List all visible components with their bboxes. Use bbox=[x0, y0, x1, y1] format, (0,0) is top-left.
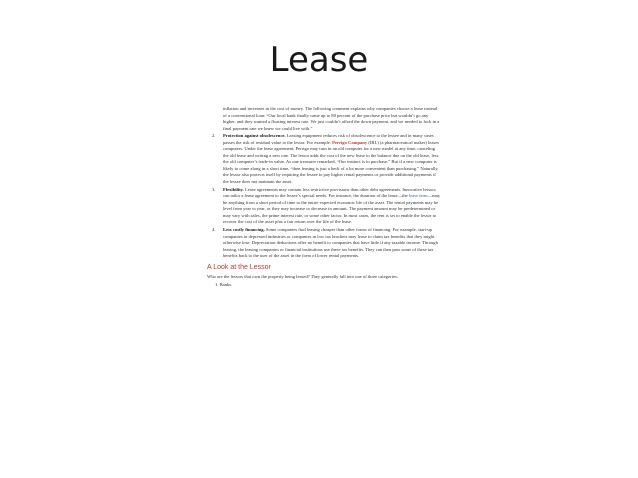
list-term: Less costly financing. bbox=[223, 227, 265, 232]
list-number: 4. bbox=[212, 227, 216, 232]
list-term: Protection against obsolescence. bbox=[223, 133, 286, 138]
list-item-flexibility bbox=[207, 187, 441, 226]
list-number: 2. bbox=[212, 133, 216, 138]
section-intro: Who are the lessors that own the property being leased? They generally fall into one of three categories: bbox=[207, 273, 399, 279]
list-text: —may be anything from a short period of time to the entire expected economic life of the asset. The rental payments may be level from year to year, or they may increase or decrease in amount. The payment amount may be predetermined or may vary with sales, the prime interest rate, or some other factor. In most cases, the rent is set to enable the lessor to recover the cost of the asset plus a fair return over the life of the lease. bbox=[223, 193, 441, 224]
list-number: 3. bbox=[212, 186, 216, 192]
glossary-link-lease-term[interactable]: lease term bbox=[408, 193, 428, 198]
textbook-page bbox=[207, 106, 441, 466]
list-text: (IRL) (a pharmaceutical maker) leases computers. Under the lease agreement, Perrigo may turn in an old computer for a new model at any time, canceling the old lease and writing a new one. The lessor adds the cost of the new lease to the balance due on the old lease, less the old computer’s trade-in value. As one treasurer remarked, “Our instinct is to purchase.” But if a new computer is likely to come along in a short time, “then leasing is just a heck of a lot more convenient than purchasing.” Naturally, the lessor also protects itself by requiring the lessee to pay higher rental payments or provide additional payments if the lessee does not maintain the asset. bbox=[223, 139, 439, 184]
sub-list-item: 1. Banks. bbox=[215, 282, 233, 287]
list-item-obsolescence bbox=[207, 133, 441, 185]
company-link-perrigo[interactable]: Perrigo Company bbox=[332, 139, 368, 145]
section-heading: A Look at the Lessor bbox=[207, 263, 271, 271]
list-text: Some companies find leasing cheaper than other forms of financing. For example, start-up companies in depressed industries or companies in low tax brackets may lease to claim tax benefits that they might otherwise lose. Depreciation deductions offer no benefit to companies that have little if any taxable income. Through leasing, the leasing companies or financial institutions use these tax benefits. They can then pass some of these tax benefits back to the user of the asset in the form of lower rental payments. bbox=[223, 227, 438, 258]
list-item-financing bbox=[207, 227, 441, 260]
continuation-paragraph: inflation and increases in the cost of money. The following comment explains why companies choose a lease instead of a conventional loan: “Our local bank finally came up to 80 percent of the purchase price but wouldn’t go any higher, and they wanted a floating interest rate. We just couldn’t afford the down payment, and we needed to lock in a final payment rate we knew we could live with.” bbox=[223, 106, 440, 131]
list-term: Flexibility. bbox=[223, 186, 244, 192]
list-text: Lease agreements may contain less restrictive provisions than other debt agreements. Innovative lessors can tailor a lease agreement to the lessee’s special needs. For instance, the duration of the lease—the bbox=[223, 186, 436, 198]
slide-title: Lease bbox=[269, 40, 369, 80]
list-text: Leasing equipment reduces risk of obsolescence to the lessee and in many cases passes the risk of residual value to the lessor. For example, bbox=[223, 133, 434, 145]
